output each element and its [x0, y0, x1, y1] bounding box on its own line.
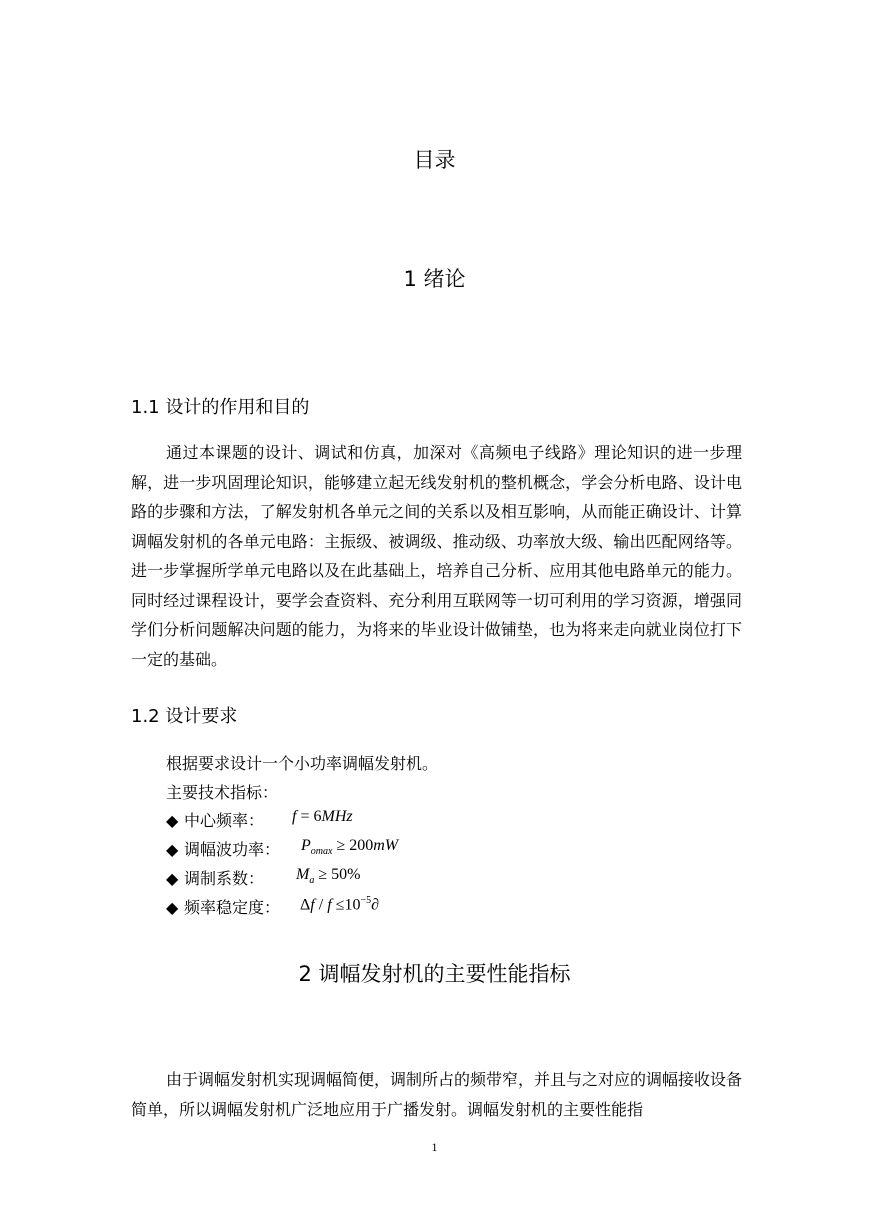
- section-1-2-heading: 1.2 设计要求: [131, 706, 238, 727]
- chapter-2-heading: 2 调幅发射机的主要性能指标: [298, 962, 571, 986]
- chapter-1-heading: 1 绪论: [403, 267, 466, 291]
- spec-value: $P_{omax} \ge 200mW$: [301, 837, 399, 858]
- toc-title: 目录: [413, 148, 456, 172]
- spec-intro-line: 主要技术指标：: [166, 783, 279, 802]
- spec-value: $\Delta f / f \le 10^{-5}\partial$: [300, 895, 379, 914]
- chapter-2-paragraph: 由于调幅发射机实现调幅简便，调制所占的频带窄，并且与之对应的调幅接收设备简单，所以调幅发射机广泛地应用于广播发射。调幅发射机的主要性能指: [131, 1070, 743, 1119]
- section-1-1-paragraph: 通过本课题的设计、调试和仿真，加深对《高频电子线路》理论知识的进一步理解，进一步巩固理论知识，能够建立起无线发射机的整机概念，学会分析电路、设计电路的步骤和方法，了解发射机各单元之间的关系以及相互影响，从而能正确设计、计算调幅发射机的各单元电路：主振级、被调级、推动级、功率放大级、输出匹配网络等。进一步掌握所学单元电路以及在此基础上，培养自己分析、应用其他电路单元的能力。同时经过课程设计，要学会查资料、充分利用互联网等一切可利用的学习资源，增强同学们分析问题解决问题的能力，为将来的毕业设计做铺垫，也为将来走向就业岗位打下一定的基础。: [131, 443, 742, 669]
- spec-label: 中心频率：: [184, 811, 265, 830]
- spec-value: $M_a \ge 50\%$: [296, 866, 361, 887]
- diamond-bullet-icon: ◆: [166, 840, 179, 859]
- spec-modulation-index: [166, 866, 361, 895]
- spec-label: 调幅波功率：: [184, 840, 281, 859]
- spec-am-power: [166, 837, 399, 866]
- diamond-bullet-icon: ◆: [166, 898, 179, 917]
- spec-value: f = 6MHz: [292, 808, 353, 825]
- diamond-bullet-icon: ◆: [166, 811, 179, 830]
- section-1-1-heading: 1.1 设计的作用和目的: [131, 397, 310, 418]
- spec-label: 频率稳定度：: [184, 898, 281, 917]
- spec-center-frequency: [166, 808, 353, 837]
- page-number: 1: [431, 1140, 438, 1154]
- spec-frequency-stability: [166, 895, 379, 924]
- requirement-line: 根据要求设计一个小功率调幅发射机。: [166, 754, 439, 773]
- spec-label: 调制系数：: [184, 869, 265, 888]
- diamond-bullet-icon: ◆: [166, 869, 179, 888]
